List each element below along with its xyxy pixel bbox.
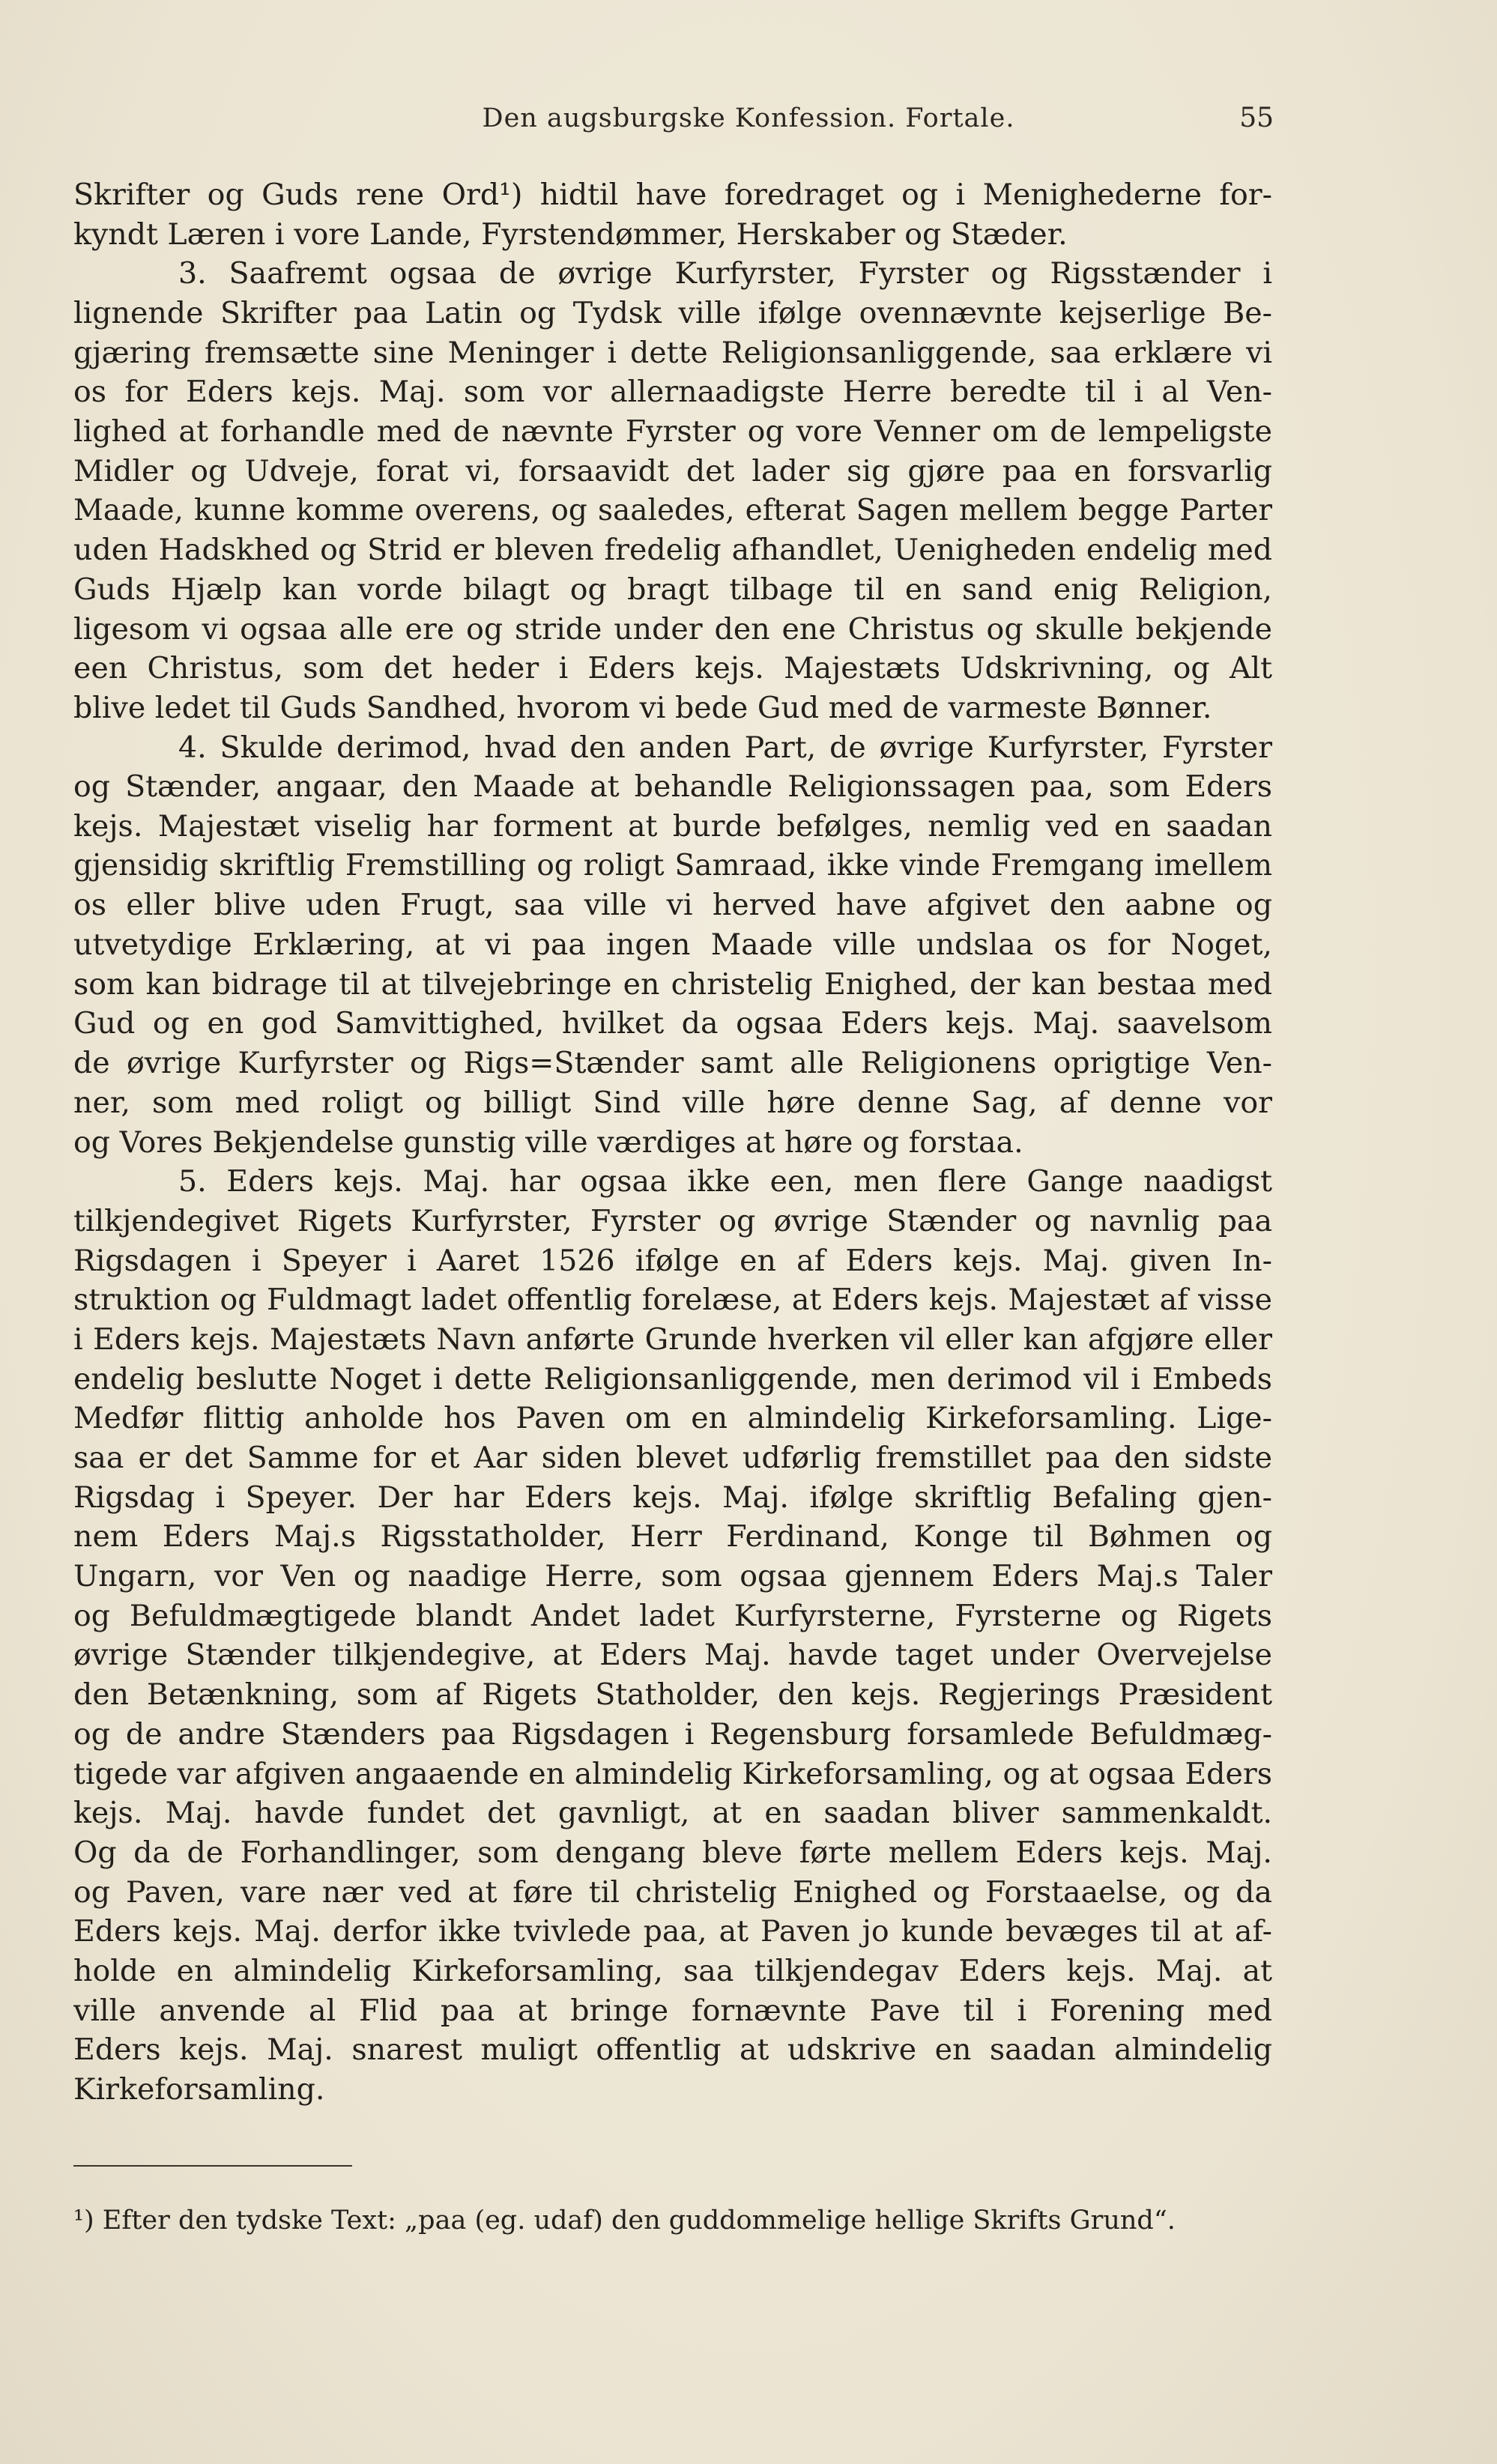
text-line: tilkjendegivet Rigets Kurfyrster, Fyrster og øvrige Stænder og navnlig paa [73, 1203, 1272, 1238]
text-line: holde en almindelig Kirkeforsamling, saa tilkjendegav Eders kejs. Maj. at [73, 1953, 1272, 1988]
text-line: lignende Skrifter paa Latin og Tydsk ville ifølge ovennævnte kejserlige Be- [73, 296, 1272, 331]
text-line: kyndt Læren i vore Lande, Fyrstendømmer, Herskaber og Stæder. [73, 217, 1068, 252]
text-line: og Vores Bekjendelse gunstig ville værdiges at høre og forstaa. [73, 1124, 1023, 1160]
text-line: Eders kejs. Maj. derfor ikke tvivlede paa, at Paven jo kunde bevæges til at af- [73, 1914, 1272, 1949]
text-line: nem Eders Maj.s Rigsstatholder, Herr Ferdinand, Konge til Bøhmen og [73, 1519, 1272, 1555]
text-line: og Stænder, angaar, den Maade at behandle Religionssagen paa, som Eders [73, 769, 1272, 805]
text-line: 4. Skulde derimod, hvad den anden Part, de øvrige Kurfyrster, Fyrster [178, 730, 1272, 765]
text-line: 3. Saafremt ogsaa de øvrige Kurfyrster, Fyrster og Rigsstænder i [178, 256, 1272, 291]
text-line: Kirkeforsamling. [73, 2072, 325, 2107]
text-line: kejs. Majestæt viselig har forment at burde befølges, nemlig ved en saadan [73, 809, 1272, 844]
text-line: uden Hadskhed og Strid er bleven fredelig afhandlet, Uenigheden endelig med [73, 533, 1272, 568]
body-text [73, 175, 1272, 2110]
text-line: Medfør flittig anholde hos Paven om en almindelig Kirkeforsamling. Lige- [73, 1401, 1272, 1436]
text-line: de øvrige Kurfyrster og Rigs=Stænder samt alle Religionens oprigtige Ven- [73, 1046, 1272, 1081]
running-head [0, 96, 1497, 141]
text-line: Og da de Forhandlinger, som dengang bleve førte mellem Eders kejs. Maj. [73, 1835, 1272, 1870]
text-line: kejs. Maj. havde fundet det gavnligt, at en saadan bliver sammenkaldt. [73, 1796, 1272, 1831]
page-number: 55 [1239, 103, 1274, 133]
text-line: 5. Eders kejs. Maj. har ogsaa ikke een, men flere Gange naadigst [178, 1164, 1272, 1199]
text-line: Eders kejs. Maj. snarest muligt offentlig at udskrive en saadan almindelig [73, 2032, 1272, 2068]
text-line: struktion og Fuldmagt ladet offentlig forelæse, at Eders kejs. Majestæt af visse [73, 1283, 1272, 1318]
text-line: den Betænkning, som af Rigets Statholder, den kejs. Regjerings Præsident [73, 1677, 1272, 1713]
text-line: saa er det Samme for et Aar siden blevet udførlig fremstillet paa den sidste [73, 1441, 1272, 1475]
text-line: utvetydige Erklæring, at vi paa ingen Maade ville undslaa os for Noget, [73, 927, 1272, 963]
text-line: gjæring fremsætte sine Meninger i dette Religionsanliggende, saa erklære vi [73, 335, 1272, 370]
text-line: Skrifter og Guds rene Ord¹) hidtil have foredraget og i Menighederne for- [73, 178, 1272, 212]
text-line: Ungarn, vor Ven og naadige Herre, som ogsaa gjennem Eders Maj.s Taler [73, 1559, 1272, 1594]
text-line: ville anvende al Flid paa at bringe fornævnte Pave til i Forening med [73, 1993, 1272, 2028]
text-line: blive ledet til Guds Sandhed, hvorom vi bede Gud med de varmeste Bønner. [73, 690, 1212, 725]
text-line: Maade, kunne komme overens, og saaledes, efterat Sagen mellem begge Parter [73, 493, 1272, 527]
text-line: ligesom vi ogsaa alle ere og stride under den ene Christus og skulle bekjende [73, 611, 1272, 647]
text-line: Midler og Udveje, forat vi, forsaavidt det lader sig gjøre paa en forsvarlig [73, 453, 1272, 488]
text-line: og Befuldmægtigede blandt Andet ladet Kurfyrsterne, Fyrsterne og Rigets [73, 1598, 1272, 1633]
text-line: og Paven, vare nær ved at føre til christelig Enighed og Forstaaelse, og da [73, 1874, 1272, 1910]
text-line: og de andre Stænders paa Rigsdagen i Regensburg forsamlede Befuldmæg- [73, 1716, 1272, 1752]
footnote-divider [73, 2165, 352, 2167]
text-line: os for Eders kejs. Maj. som vor allernaadigste Herre beredte til i al Ven- [73, 375, 1272, 410]
text-line: øvrige Stænder tilkjendegive, at Eders Maj. havde taget under Overvejelse [73, 1638, 1272, 1673]
footnote: ¹) Efter den tydske Text: „paa (eg. udaf) den guddommelige hellige Skrifts Grund“. [73, 2206, 1176, 2236]
text-line: een Christus, som det heder i Eders kejs. Majestæts Udskrivning, og Alt [73, 651, 1272, 686]
text-line: Guds Hjælp kan vorde bilagt og bragt tilbage til en sand enig Religion, [73, 572, 1272, 607]
text-line: tigede var afgiven angaaende en almindelig Kirkeforsamling, og at ogsaa Eders [73, 1756, 1272, 1791]
text-line: lighed at forhandle med de nævnte Fyrster og vore Venner om de lempeligste [73, 414, 1272, 449]
text-line: endelig beslutte Noget i dette Religionsanliggende, men derimod vil i Embeds [73, 1361, 1272, 1396]
running-title: Den augsburgske Konfession. Fortale. [482, 103, 1015, 133]
text-line: ner, som med roligt og billigt Sind ville høre denne Sag, af denne vor [73, 1085, 1272, 1120]
text-line: Rigsdag i Speyer. Der har Eders kejs. Maj. ifølge skriftlig Befaling gjen- [73, 1480, 1272, 1515]
text-line: os eller blive uden Frugt, saa ville vi herved have afgivet den aabne og [73, 888, 1272, 923]
text-line: gjensidig skriftlig Fremstilling og roligt Samraad, ikke vinde Fremgang imellem [73, 848, 1272, 883]
text-line: i Eders kejs. Majestæts Navn anførte Grunde hverken vil eller kan afgjøre eller [73, 1322, 1272, 1357]
text-line: Gud og en god Samvittighed, hvilket da ogsaa Eders kejs. Maj. saavelsom [73, 1006, 1272, 1041]
text-line: Rigsdagen i Speyer i Aaret 1526 ifølge en af Eders kejs. Maj. given In- [73, 1243, 1272, 1278]
text-line: som kan bidrage til at tilvejebringe en christelig Enighed, der kan bestaa med [73, 966, 1272, 1002]
